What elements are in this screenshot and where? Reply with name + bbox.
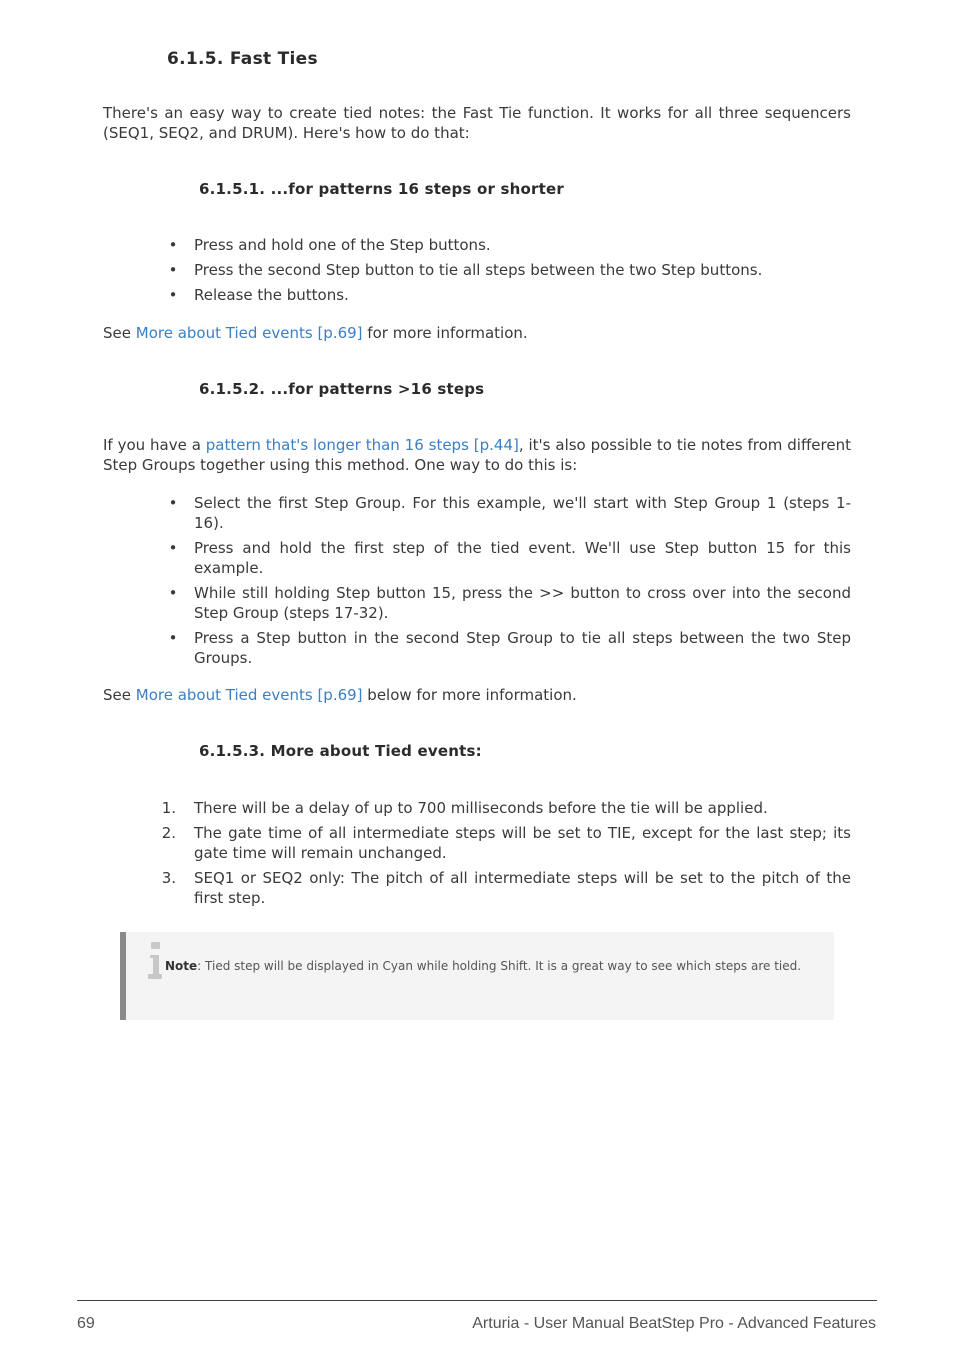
bullet-marker: •: [168, 261, 178, 279]
list-number: 3.: [161, 869, 176, 887]
subsection-intro-2: [103, 435, 851, 475]
subsection-title-3: 6.1.5.3. More about Tied events:: [199, 742, 482, 760]
list-item-text: Press and hold the first step of the tied event. We'll use Step button 15 for this example.: [194, 539, 851, 577]
list-number: 2.: [161, 824, 176, 842]
footer-title: Arturia - User Manual BeatStep Pro - Advanced Features: [472, 1315, 876, 1332]
list-item-text: Press the second Step button to tie all steps between the two Step buttons.: [194, 261, 763, 279]
subsection-title-2: 6.1.5.2. ...for patterns >16 steps: [199, 380, 485, 398]
intro-suffix: , it's also possible to tie notes from different Step Groups together using this method. One way to do this is:: [103, 436, 851, 474]
subsection-title-1: 6.1.5.1. ...for patterns 16 steps or shorter: [199, 180, 564, 198]
tied-events-link[interactable]: More about Tied events [p.69]: [135, 686, 363, 704]
intro-prefix: If you have a: [103, 436, 206, 454]
pattern-length-link[interactable]: pattern that's longer than 16 steps [p.44]: [205, 436, 519, 454]
footer-divider: [77, 1300, 877, 1301]
bullet-marker: •: [168, 236, 178, 254]
list-item-text: Release the buttons.: [194, 286, 349, 304]
list-item-text: The gate time of all intermediate steps will be set to TIE, except for the last step; its gate time will remain unchanged.: [194, 824, 851, 862]
note-box: [120, 932, 834, 1020]
see-also-1: [103, 323, 851, 343]
note-text: [143, 956, 823, 976]
tied-events-link[interactable]: More about Tied events [p.69]: [135, 324, 363, 342]
list-number: 1.: [161, 799, 176, 817]
bullet-marker: •: [168, 629, 178, 647]
list-item-text: Press and hold one of the Step buttons.: [194, 236, 491, 254]
bullet-marker: •: [168, 584, 178, 602]
section-intro: There's an easy way to create tied notes: the Fast Tie function. It works for all three sequencers (SEQ1, SEQ2, and DRUM). Here's how to do that:: [103, 104, 851, 142]
see-also-2: [103, 685, 851, 705]
see-prefix: See: [103, 686, 136, 704]
section-title: 6.1.5. Fast Ties: [167, 49, 318, 69]
note-label: Note: [165, 959, 198, 973]
bullet-marker: •: [168, 494, 178, 512]
page-number: 69: [77, 1315, 95, 1332]
bullet-marker: •: [168, 539, 178, 557]
list-item-text: While still holding Step button 15, press the >> button to cross over into the second Step Group (steps 17-32).: [194, 584, 851, 622]
list-item-text: SEQ1 or SEQ2 only: The pitch of all intermediate steps will be set to the pitch of the first step.: [194, 869, 851, 907]
see-suffix: below for more information.: [362, 686, 577, 704]
note-body: : Tied step will be displayed in Cyan while holding Shift. It is a great way to see which steps are tied.: [197, 959, 802, 973]
list-item-text: There will be a delay of up to 700 milliseconds before the tie will be applied.: [194, 799, 768, 817]
bullet-marker: •: [168, 286, 178, 304]
list-item-text: Press a Step button in the second Step Group to tie all steps between the two Step Groups.: [194, 629, 851, 667]
see-prefix: See: [103, 324, 136, 342]
see-suffix: for more information.: [362, 324, 528, 342]
list-item-text: Select the first Step Group. For this example, we'll start with Step Group 1 (steps 1-16).: [194, 494, 851, 532]
